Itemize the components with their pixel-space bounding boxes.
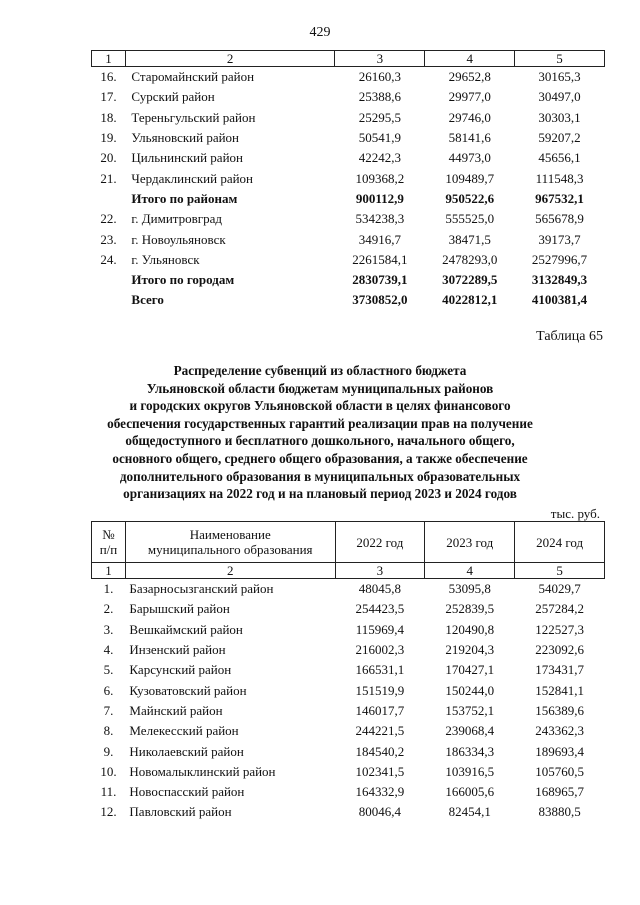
value-2023: 555525,0: [445, 211, 495, 227]
value-2022: 25388,6: [358, 89, 401, 105]
row-name: Итого по районам: [131, 190, 238, 206]
value-2024: 189693,4: [535, 743, 584, 759]
table-row: [92, 741, 605, 761]
row-name: Чердаклинский район: [131, 170, 254, 186]
row-number: 24.: [100, 251, 117, 267]
row-number: 12.: [100, 804, 117, 820]
row-name: Мелекесский район: [129, 723, 239, 739]
header-year-2023: 2023 год: [425, 522, 515, 563]
header-name-line2: муниципального образования: [147, 542, 313, 557]
value-2022: 151519,9: [355, 682, 405, 698]
value-2024: 168965,7: [535, 784, 584, 800]
value-2023: 186334,3: [445, 743, 495, 759]
row-name: Майнский район: [129, 702, 223, 718]
header-number-line1: №: [102, 527, 115, 542]
value-2024: 111548,3: [535, 170, 584, 186]
header-number: [92, 522, 126, 563]
value-2024: 152841,1: [535, 682, 584, 698]
table-row: [92, 660, 605, 680]
value-2022: 146017,7: [355, 702, 405, 718]
value-2024: 156389,6: [535, 702, 584, 718]
header-row: [92, 522, 605, 563]
table-label: Таблица 65: [536, 329, 603, 344]
title-line: обеспечения государственных гарантий реализации прав на получение: [107, 415, 533, 431]
row-name: Инзенский район: [129, 642, 226, 658]
row-number: 23.: [100, 231, 117, 247]
column-number: 1: [92, 563, 126, 579]
column-number: 1: [92, 51, 126, 67]
header-number-line2: п/п: [99, 542, 118, 557]
row-number: [92, 270, 126, 290]
table-row: [92, 229, 605, 249]
value-2024: 83880,5: [538, 804, 581, 820]
value-2024: 30165,3: [538, 69, 581, 85]
table-row: [92, 599, 605, 619]
value-2022: 2830739,1: [352, 272, 408, 288]
row-name: г. Новоульяновск: [131, 231, 226, 247]
row-number: 2.: [103, 601, 114, 617]
value-2024: 105760,5: [535, 763, 584, 779]
table-row: [92, 67, 605, 88]
row-name: Новомалыклинский район: [129, 763, 276, 779]
table-row: [92, 87, 605, 107]
table-continuation-body: [92, 51, 605, 311]
value-2024: 122527,3: [535, 621, 584, 637]
row-name: Николаевский район: [129, 743, 244, 759]
row-name: Итого по городам: [131, 272, 235, 288]
value-2023: 29977,0: [448, 89, 491, 105]
table-row: [92, 680, 605, 700]
value-2023: 58141,6: [448, 130, 491, 146]
table-row: [92, 620, 605, 640]
column-number: 4: [425, 51, 515, 67]
value-2022: 166531,1: [355, 662, 405, 678]
value-2022: 244221,5: [355, 723, 405, 739]
row-number: 11.: [100, 784, 117, 800]
table-row: [92, 802, 605, 822]
row-number: [92, 290, 126, 310]
value-2024: 59207,2: [538, 130, 581, 146]
value-2022: 34916,7: [358, 231, 401, 247]
row-number: 17.: [100, 89, 117, 105]
value-2022: 3730852,0: [352, 292, 408, 308]
value-2024: 4100381,4: [531, 292, 588, 308]
value-2022: 102341,5: [355, 763, 405, 779]
table-row: [92, 721, 605, 741]
value-2022: 254423,5: [355, 601, 405, 617]
row-name: Ульяновский район: [131, 130, 240, 146]
value-2023: 4022812,1: [442, 292, 498, 308]
table-row: [92, 270, 605, 290]
column-number-row: [92, 51, 605, 67]
row-name: Старомайнский район: [131, 69, 255, 85]
table-main: [91, 521, 605, 823]
value-2022: 26160,3: [358, 69, 401, 85]
value-2023: 950522,6: [445, 190, 495, 206]
row-number: [92, 189, 126, 209]
row-name: Кузоватовский район: [129, 682, 247, 698]
title-line: основного общего, среднего общего образования, а также обеспечение: [112, 450, 528, 466]
header-name: [125, 522, 335, 563]
value-2022: 164332,9: [355, 784, 405, 800]
row-name: Барышский район: [129, 601, 230, 617]
row-number: 10.: [100, 763, 117, 779]
page-number: 429: [309, 25, 331, 40]
title-line: и городских округов Ульяновской области в целях финансового: [129, 398, 511, 414]
column-number: 3: [335, 563, 425, 579]
units-label: тыс. руб.: [550, 506, 600, 521]
row-number: 18.: [100, 109, 117, 125]
column-number: 5: [515, 563, 605, 579]
value-2023: 153752,1: [445, 702, 495, 718]
value-2023: 82454,1: [448, 804, 491, 820]
table-row: [92, 128, 605, 148]
table-row: [92, 640, 605, 660]
row-name: Павловский район: [129, 804, 232, 820]
row-number: 7.: [103, 702, 114, 718]
value-2023: 44973,0: [448, 150, 491, 166]
value-2022: 216002,3: [355, 642, 405, 658]
value-2023: 29652,8: [448, 69, 491, 85]
table-main-body: [92, 522, 605, 823]
row-number: 22.: [100, 211, 117, 227]
header-name-line1: Наименование: [189, 527, 271, 542]
table-row: [92, 250, 605, 270]
value-2024: 257284,2: [535, 601, 584, 617]
row-number: 6.: [103, 682, 114, 698]
row-number: 5.: [103, 662, 114, 678]
row-number: 3.: [103, 621, 114, 637]
table-title: [100, 362, 540, 503]
value-2023: 150244,0: [445, 682, 495, 698]
header-year-2022: 2022 год: [335, 522, 425, 563]
table-row: [92, 148, 605, 168]
table-row: [92, 762, 605, 782]
row-name: Всего: [131, 292, 164, 308]
row-number: 1.: [103, 581, 114, 597]
value-2024: 967532,1: [535, 190, 584, 206]
value-2023: 120490,8: [445, 621, 495, 637]
title-line: дополнительного образования в муниципальных образовательных: [119, 468, 521, 484]
row-number: 9.: [103, 743, 114, 759]
title-line: организациях на 2022 год и на плановый период 2023 и 2024 годов: [123, 486, 517, 502]
row-name: Цильнинский район: [131, 150, 243, 166]
table-row: [92, 290, 605, 310]
value-2024: 45656,1: [538, 150, 581, 166]
value-2024: 39173,7: [538, 231, 581, 247]
value-2022: 184540,2: [355, 743, 405, 759]
value-2022: 80046,4: [358, 804, 402, 820]
table-row: [92, 108, 605, 128]
value-2022: 25295,5: [358, 109, 401, 125]
value-2023: 166005,6: [445, 784, 495, 800]
value-2022: 2261584,1: [352, 251, 408, 267]
title-line: Ульяновской области бюджетам муниципальных районов: [146, 380, 494, 396]
row-number: 19.: [100, 130, 117, 146]
row-name: Карсунский район: [129, 662, 232, 678]
column-number: 5: [515, 51, 605, 67]
value-2023: 109489,7: [445, 170, 495, 186]
value-2023: 239068,4: [445, 723, 495, 739]
value-2023: 38471,5: [448, 231, 491, 247]
column-number-row: [92, 563, 605, 579]
title-line: общедоступного и бесплатного дошкольного, начального общего,: [125, 433, 515, 449]
value-2023: 2478293,0: [442, 251, 498, 267]
title-line: Распределение субвенций из областного бюджета: [173, 363, 467, 378]
value-2024: 565678,9: [535, 211, 584, 227]
table-row: [92, 168, 605, 188]
value-2022: 48045,8: [358, 581, 402, 597]
header-year-2024: 2024 год: [515, 522, 605, 563]
table-row: [92, 579, 605, 600]
value-2022: 109368,2: [355, 170, 405, 186]
value-2023: 103916,5: [445, 763, 495, 779]
value-2024: 3132849,3: [531, 272, 588, 288]
row-name: Сурский район: [131, 89, 215, 105]
value-2024: 173431,7: [535, 662, 584, 678]
value-2023: 3072289,5: [442, 272, 498, 288]
value-2022: 42242,3: [358, 150, 401, 166]
column-number: 2: [125, 563, 335, 579]
value-2022: 900112,9: [355, 190, 404, 206]
row-number: 8.: [103, 723, 114, 739]
value-2024: 2527996,7: [531, 251, 588, 267]
value-2023: 170427,1: [445, 662, 495, 678]
value-2024: 30497,0: [538, 89, 581, 105]
value-2023: 219204,3: [445, 642, 495, 658]
column-number: 3: [335, 51, 425, 67]
value-2022: 50541,9: [358, 130, 401, 146]
value-2024: 243362,3: [535, 723, 584, 739]
row-name: Тереньгульский район: [131, 109, 256, 125]
value-2022: 115969,4: [355, 621, 405, 637]
row-name: г. Ульяновск: [131, 251, 200, 267]
column-number: 2: [125, 51, 335, 67]
value-2023: 29746,0: [448, 109, 491, 125]
value-2024: 223092,6: [535, 642, 584, 658]
value-2024: 54029,7: [538, 581, 581, 597]
value-2023: 53095,8: [448, 581, 491, 597]
row-name: Вешкаймский район: [129, 621, 243, 637]
value-2023: 252839,5: [445, 601, 495, 617]
row-name: Новоспасский район: [129, 784, 245, 800]
row-number: 16.: [100, 69, 117, 85]
table-row: [92, 782, 605, 802]
row-number: 21.: [100, 170, 117, 186]
row-number: 4.: [103, 642, 114, 658]
value-2024: 30303,1: [538, 109, 581, 125]
value-2022: 534238,3: [355, 211, 405, 227]
row-name: г. Димитровград: [131, 211, 222, 227]
table-row: [92, 209, 605, 229]
table-row: [92, 189, 605, 209]
row-number: 20.: [100, 150, 117, 166]
column-number: 4: [425, 563, 515, 579]
table-row: [92, 701, 605, 721]
row-name: Базарносызганский район: [129, 581, 274, 597]
table-continuation: [91, 50, 605, 311]
